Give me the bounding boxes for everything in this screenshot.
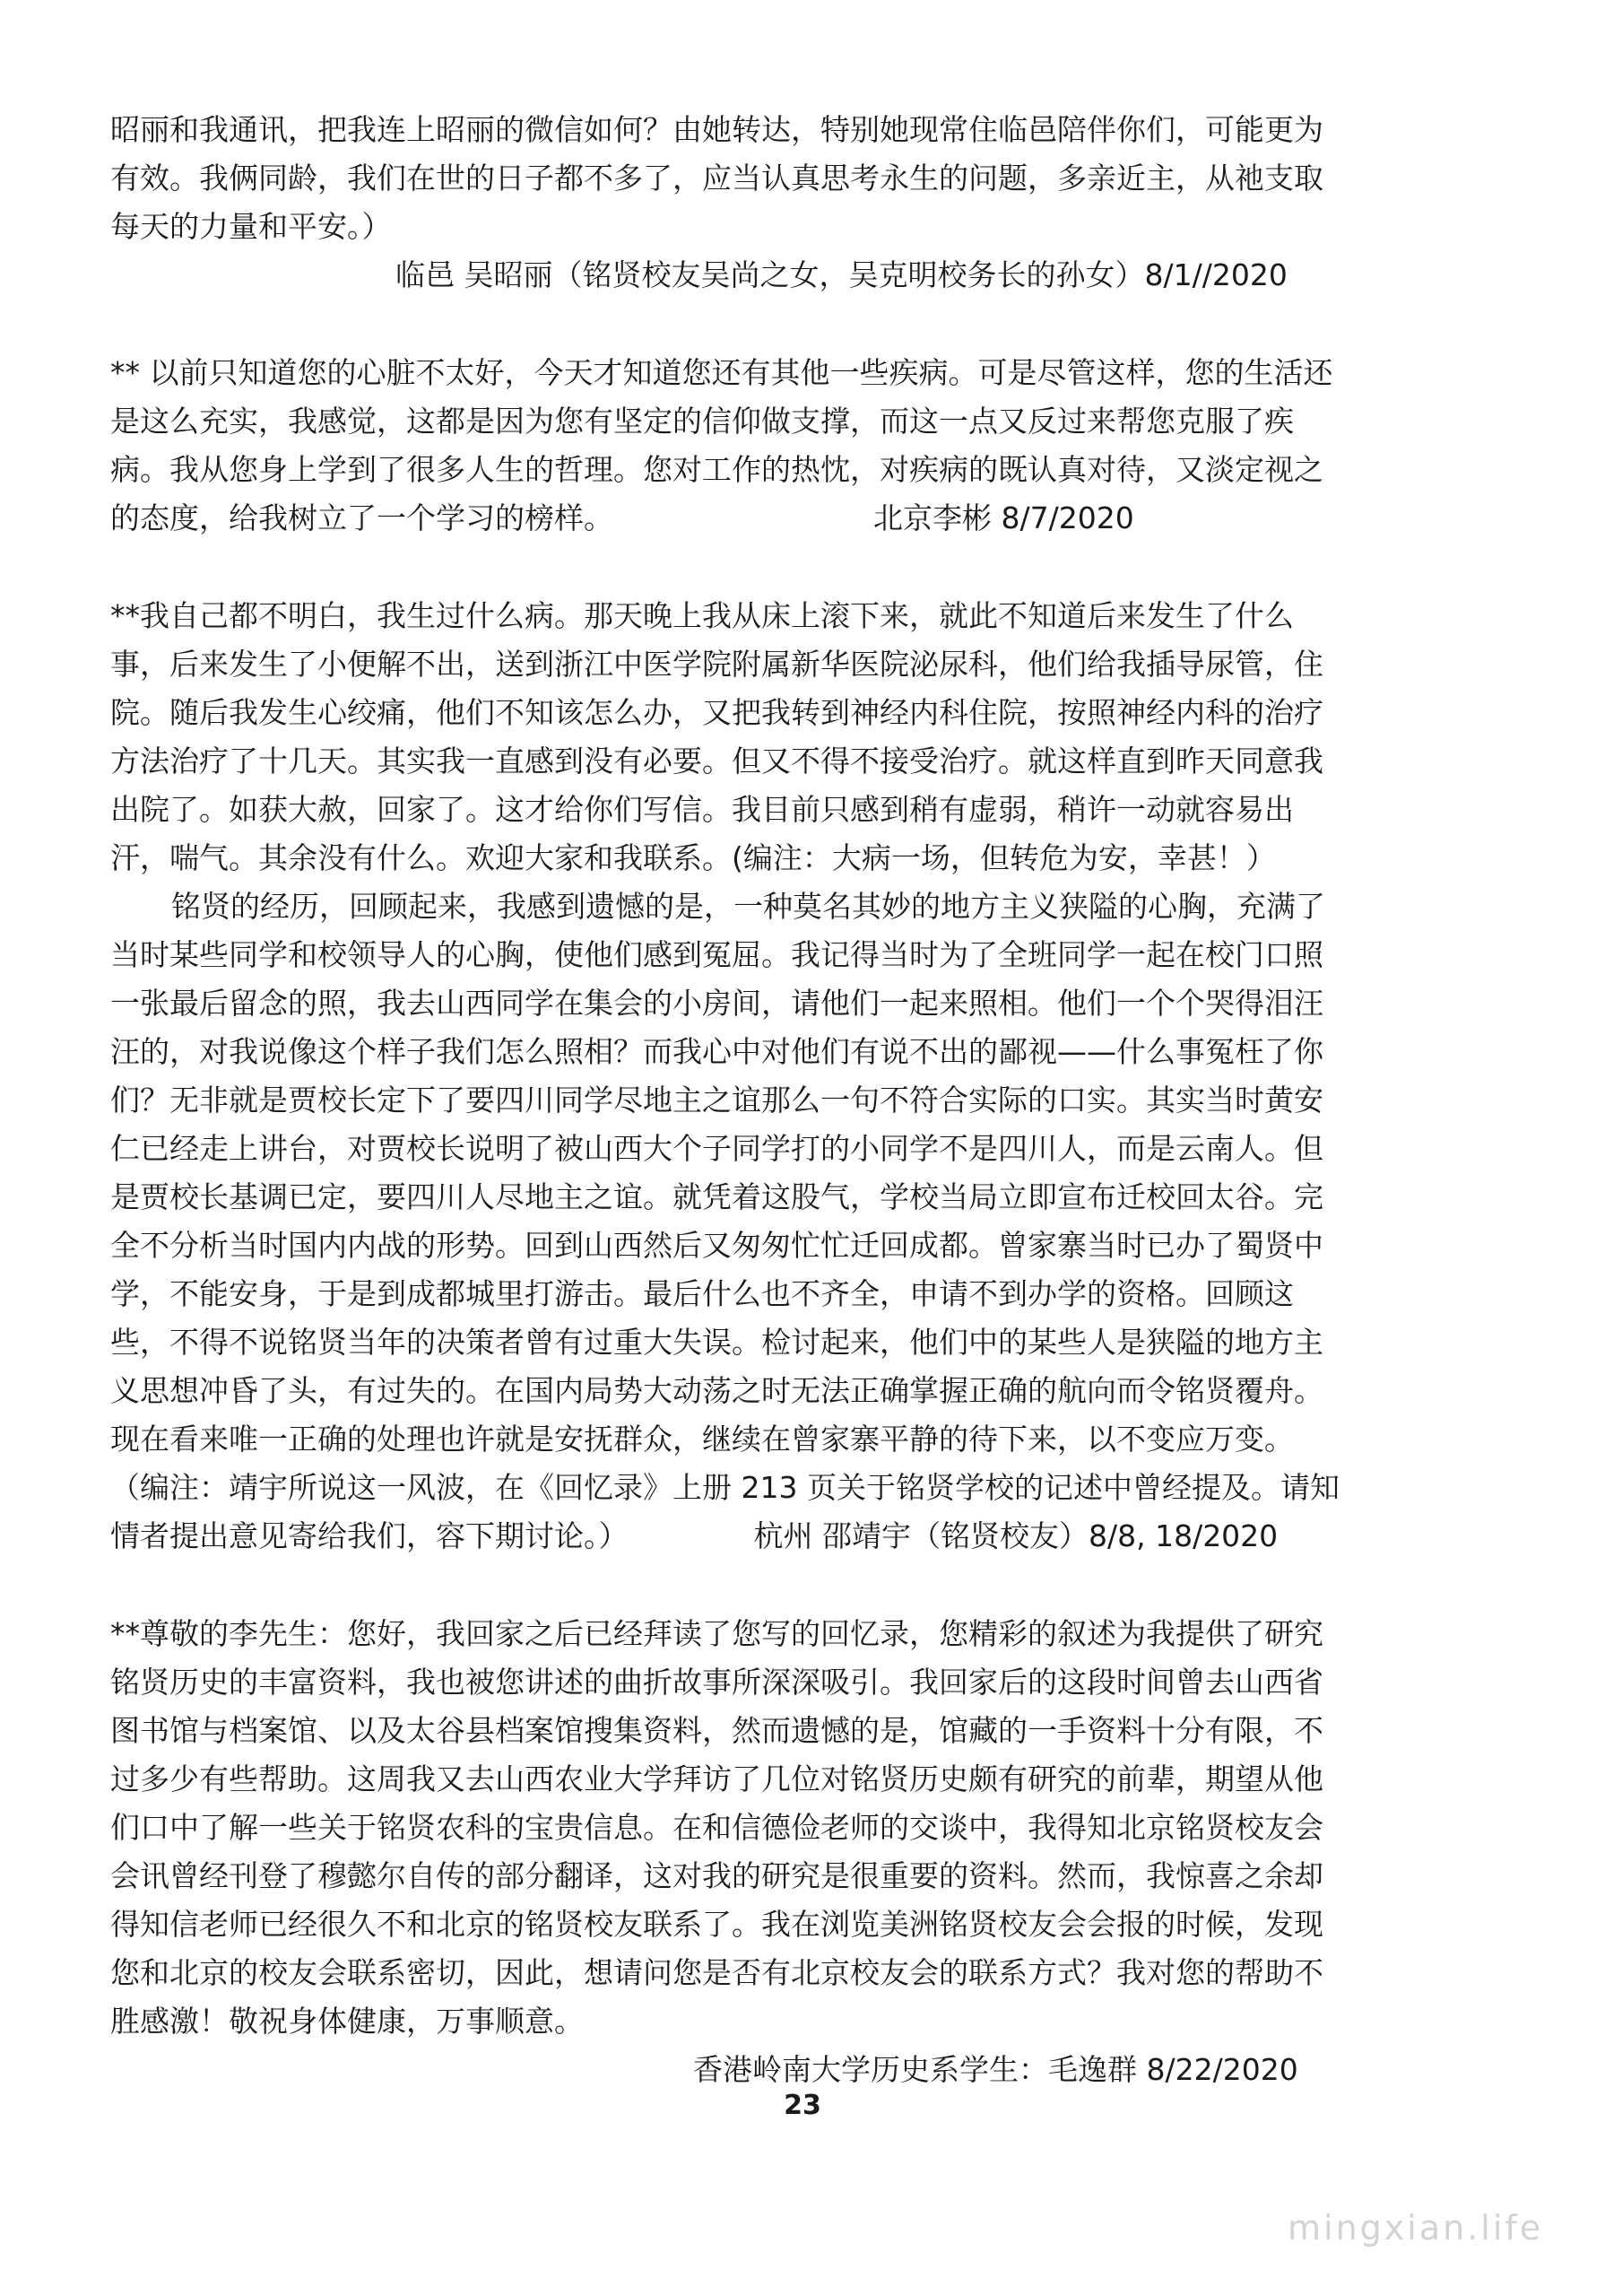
- text-line: 院。随后我发生心绞痛，他们不知该怎么办，又把我转到神经内科住院，按照神经内科的治疗: [110, 695, 1323, 730]
- text-line: 一张最后留念的照，我去山西同学在集会的小房间，请他们一起来照相。他们一个个哭得泪汪: [110, 986, 1323, 1021]
- signature: 杭州 邵靖宇（铭贤校友）8/8, 18/2020: [753, 1518, 1279, 1553]
- text-line: 出院了。如获大赦，回家了。这才给你们写信。我目前只感到稍有虚弱，稍许一动就容易出: [110, 792, 1294, 827]
- text-line: **尊敬的李先生：您好，我回家之后已经拜读了您写的回忆录，您精彩的叙述为我提供了研究: [110, 1616, 1323, 1651]
- text-fragment: 情者提出意见寄给我们，容下期讨论。）: [110, 1518, 629, 1553]
- document-body: [110, 106, 1482, 2094]
- text-line: 方法治疗了十几天。其实我一直感到没有必要。但又不得不接受治疗。就这样直到昨天同意我: [110, 744, 1323, 778]
- text-line: 有效。我俩同龄，我们在世的日子都不多了，应当认真思考永生的问题，多亲近主，从祂支取: [110, 161, 1323, 196]
- text-line: 病。我从您身上学到了很多人生的哲理。您对工作的热忱，对疾病的既认真对待，又淡定视之: [110, 452, 1323, 487]
- text-line: 是这么充实，我感觉，这都是因为您有坚定的信仰做支撑，而这一点又反过来帮您克服了疾: [110, 404, 1294, 439]
- text-line: 是贾校长基调已定，要四川人尽地主之谊。就凭着这股气，学校当局立即宣布迁校回太谷。完: [110, 1179, 1323, 1214]
- text-line: 会讯曾经刊登了穆懿尔自传的部分翻译，这对我的研究是很重要的资料。然而，我惊喜之余却: [110, 1858, 1323, 1893]
- text-line: 义思想冲昏了头，有过失的。在国内局势大动荡之时无法正确掌握正确的航向而令铭贤覆舟。: [110, 1373, 1323, 1408]
- watermark: mingxian.life: [1288, 2208, 1544, 2248]
- text-line-with-signature: [110, 1512, 1482, 1561]
- text-line: 全不分析当时国内内战的形势。回到山西然后又匆匆忙忙迁回成都。曾家寨当时已办了蜀贤中: [110, 1228, 1323, 1263]
- letter-2: [110, 349, 1482, 543]
- text-line: （编注：靖宇所说这一风波，在《回忆录》上册 213 页关于铭贤学校的记述中曾经提及。请知: [110, 1470, 1340, 1505]
- letter-1: [110, 106, 1482, 300]
- text-line: 仁已经走上讲台，对贾校长说明了被山西大个子同学打的小同学不是四川人，而是云南人。但: [110, 1131, 1323, 1166]
- signature: 北京李彬 8/7/2020: [873, 500, 1134, 535]
- text-line: 铭贤历史的丰富资料，我也被您讲述的曲折故事所深深吸引。我回家后的这段时间曾去山西省: [110, 1665, 1323, 1700]
- signature: 临邑 吴昭丽（铭贤校友吴尚之女，吴克明校务长的孙女）8/1//2020: [395, 257, 1288, 292]
- text-line: 事，后来发生了小便解不出，送到浙江中医学院附属新华医院泌尿科，他们给我插导尿管，住: [110, 647, 1323, 682]
- page-number: 23: [784, 2090, 821, 2121]
- text-line: 每天的力量和平安。）: [110, 209, 392, 244]
- text-line: 当时某些同学和校领导人的心胸，使他们感到冤屈。我记得当时为了全班同学一起在校门口照: [110, 937, 1323, 972]
- letter-4: [110, 1610, 1482, 2094]
- text-line: 汗，喘气。其余没有什么。欢迎大家和我联系。(编注：大病一场，但转危为安，幸甚！）: [110, 840, 1276, 875]
- text-line: 铭贤的经历，回顾起来，我感到遗憾的是，一种莫名其妙的地方主义狭隘的心胸，充满了: [171, 889, 1325, 924]
- text-line: 们口中了解一些关于铭贤农科的宝贵信息。在和信德俭老师的交谈中，我得知北京铭贤校友会: [110, 1810, 1323, 1845]
- text-line-with-signature: [110, 494, 1482, 543]
- text-line: 得知信老师已经很久不和北京的铭贤校友联系了。我在浏览美洲铭贤校友会会报的时候，发现: [110, 1907, 1323, 1942]
- text-line: ** 以前只知道您的心脏不太好，今天才知道您还有其他一些疾病。可是尽管这样，您的生活还: [110, 355, 1333, 390]
- signature: 香港岭南大学历史系学生：毛逸群 8/22/2020: [693, 2052, 1298, 2087]
- text-line: 汪的，对我说像这个样子我们怎么照相？而我心中对他们有说不出的鄙视——什么事冤枉了你: [110, 1034, 1323, 1069]
- text-line: 您和北京的校友会联系密切，因此，想请问您是否有北京校友会的联系方式？我对您的帮助不: [110, 1955, 1323, 1990]
- text-line: 们？无非就是贾校长定下了要四川同学尽地主之谊那么一句不符合实际的口实。其实当时黄安: [110, 1083, 1323, 1118]
- text-line: **我自己都不明白，我生过什么病。那天晚上我从床上滚下来，就此不知道后来发生了什么: [110, 598, 1294, 633]
- text-line: 胜感激！敬祝身体健康，万事顺意。: [110, 2004, 584, 2039]
- text-line: 现在看来唯一正确的处理也许就是安抚群众，继续在曾家寨平静的待下来，以不变应万变。: [110, 1422, 1294, 1457]
- text-fragment: 的态度，给我树立了一个学习的榜样。: [110, 500, 613, 535]
- text-line: 图书馆与档案馆、以及太谷县档案馆搜集资料，然而遗憾的是，馆藏的一手资料十分有限，不: [110, 1713, 1323, 1748]
- text-line: 昭丽和我通讯，把我连上昭丽的微信如何？由她转达，特别她现常住临邑陪伴你们，可能更为: [110, 112, 1323, 147]
- text-line: 些，不得不说铭贤当年的决策者曾有过重大失误。检讨起来，他们中的某些人是狭隘的地方主: [110, 1325, 1323, 1360]
- text-line: 学，不能安身，于是到成都城里打游击。最后什么也不齐全，申请不到办学的资格。回顾这: [110, 1276, 1294, 1311]
- letter-3: [110, 592, 1482, 1561]
- text-line: 过多少有些帮助。这周我又去山西农业大学拜访了几位对铭贤历史颇有研究的前辈，期望从他: [110, 1761, 1323, 1796]
